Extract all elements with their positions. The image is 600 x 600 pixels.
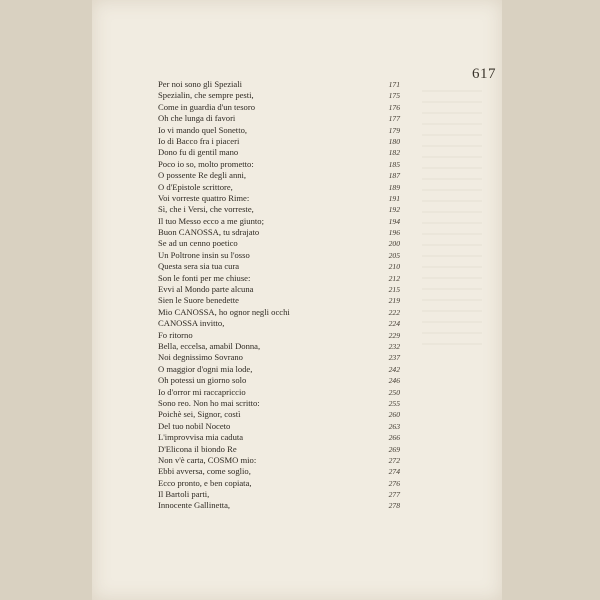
ink-bleed-through bbox=[422, 90, 482, 350]
entry-page-number: 229 bbox=[388, 330, 400, 340]
entry-first-line: Son le fonti per me chiuse: bbox=[158, 272, 251, 283]
index-entry bbox=[158, 375, 400, 386]
entry-page-number: 232 bbox=[388, 341, 400, 351]
entry-page-number: 179 bbox=[388, 125, 400, 135]
index-entry bbox=[158, 387, 400, 398]
index-entry bbox=[158, 227, 400, 238]
entry-first-line: Evvi al Mondo parte alcuna bbox=[158, 284, 254, 295]
entry-first-line: Oh potessi un giorno solo bbox=[158, 375, 247, 386]
index-entry bbox=[158, 204, 400, 215]
index-entry bbox=[158, 478, 400, 489]
entry-page-number: 222 bbox=[388, 307, 400, 317]
entry-page-number: 260 bbox=[388, 410, 400, 420]
index-entry bbox=[158, 455, 400, 466]
entry-page-number: 276 bbox=[388, 478, 400, 488]
index-entry bbox=[158, 193, 400, 204]
index-entry bbox=[158, 159, 400, 170]
index-of-first-lines bbox=[158, 79, 400, 512]
entry-page-number: 205 bbox=[388, 250, 400, 260]
index-entry bbox=[158, 432, 400, 443]
entry-first-line: Per noi sono gli Speziali bbox=[158, 79, 243, 89]
page-number: 617 bbox=[472, 66, 496, 82]
entry-page-number: 180 bbox=[388, 136, 400, 146]
entry-page-number: 212 bbox=[388, 273, 400, 283]
entry-page-number: 237 bbox=[388, 353, 400, 363]
entry-first-line: Ebbi avversa, come soglio, bbox=[158, 466, 251, 477]
index-entry bbox=[158, 261, 400, 272]
index-entry bbox=[158, 421, 400, 432]
index-entry bbox=[158, 273, 400, 284]
index-entry bbox=[158, 170, 400, 181]
entry-page-number: 242 bbox=[388, 364, 400, 374]
entry-first-line: Del tuo nobil Noceto bbox=[158, 420, 231, 431]
entry-first-line: Sono reo. Non ho mai scritto: bbox=[158, 397, 260, 408]
index-entry bbox=[158, 147, 400, 158]
entry-first-line: Io d'orror mi raccapriccio bbox=[158, 386, 246, 397]
index-entry bbox=[158, 216, 400, 227]
entry-first-line: Io vi mando quel Sonetto, bbox=[158, 124, 248, 135]
entry-page-number: 215 bbox=[388, 285, 400, 295]
entry-first-line: Se ad un cenno poetico bbox=[158, 238, 238, 249]
entry-page-number: 274 bbox=[388, 467, 400, 477]
index-entry bbox=[158, 79, 400, 90]
index-entry bbox=[158, 444, 400, 455]
entry-first-line: O d'Epistole scrittore, bbox=[158, 181, 233, 192]
index-entry bbox=[158, 307, 400, 318]
index-entry bbox=[158, 125, 400, 136]
entry-first-line: Ecco pronto, e ben copiata, bbox=[158, 477, 252, 488]
index-entry bbox=[158, 341, 400, 352]
index-entry bbox=[158, 182, 400, 193]
entry-first-line: Spezialin, che sempre pesti, bbox=[158, 90, 254, 101]
entry-page-number: 255 bbox=[388, 398, 400, 408]
index-entry bbox=[158, 364, 400, 375]
entry-first-line: Io di Bacco fra i piaceri bbox=[158, 135, 240, 146]
index-entry bbox=[158, 102, 400, 113]
entry-page-number: 192 bbox=[388, 205, 400, 215]
entry-page-number: 171 bbox=[388, 80, 400, 89]
entry-first-line: Questa sera sia tua cura bbox=[158, 261, 240, 272]
index-entry bbox=[158, 330, 400, 341]
entry-first-line: Come in guardia d'un tesoro bbox=[158, 101, 256, 112]
index-entry bbox=[158, 409, 400, 420]
entry-page-number: 224 bbox=[388, 319, 400, 329]
entry-first-line: Il tuo Messo ecco a me giunto; bbox=[158, 215, 264, 226]
index-entry bbox=[158, 489, 400, 500]
entry-page-number: 177 bbox=[388, 114, 400, 124]
entry-first-line: Buon CANOSSA, tu sdrajato bbox=[158, 227, 260, 238]
entry-page-number: 250 bbox=[388, 387, 400, 397]
index-entry bbox=[158, 90, 400, 101]
entry-page-number: 246 bbox=[388, 376, 400, 386]
entry-page-number: 210 bbox=[388, 262, 400, 272]
index-entry bbox=[158, 113, 400, 124]
entry-first-line: Non v'è carta, COSMO mio: bbox=[158, 454, 257, 465]
entry-first-line: Fo ritorno bbox=[158, 329, 193, 340]
entry-page-number: 191 bbox=[388, 193, 400, 203]
entry-page-number: 189 bbox=[388, 182, 400, 192]
entry-page-number: 266 bbox=[388, 433, 400, 443]
index-entry bbox=[158, 352, 400, 363]
index-entry bbox=[158, 500, 400, 511]
entry-page-number: 278 bbox=[388, 501, 400, 511]
entry-page-number: 194 bbox=[388, 216, 400, 226]
entry-page-number: 272 bbox=[388, 455, 400, 465]
entry-first-line: O maggior d'ogni mia lode, bbox=[158, 363, 253, 374]
entry-page-number: 219 bbox=[388, 296, 400, 306]
index-entry bbox=[158, 284, 400, 295]
entry-first-line: O possente Re degli anni, bbox=[158, 170, 247, 181]
entry-page-number: 269 bbox=[388, 444, 400, 454]
entry-page-number: 200 bbox=[388, 239, 400, 249]
entry-first-line: Poco io so, molto prometto: bbox=[158, 158, 254, 169]
index-entry bbox=[158, 318, 400, 329]
entry-first-line: Mio CANOSSA, ho ognor negli occhi bbox=[158, 306, 290, 317]
entry-page-number: 176 bbox=[388, 102, 400, 112]
entry-first-line: L'improvvisa mia caduta bbox=[158, 432, 244, 443]
index-entry bbox=[158, 295, 400, 306]
index-entry bbox=[158, 398, 400, 409]
entry-first-line: Innocente Gallinetta, bbox=[158, 500, 231, 511]
entry-first-line: Noi degnissimo Sovrano bbox=[158, 352, 243, 363]
entry-first-line: Un Poltrone insin su l'osso bbox=[158, 249, 250, 260]
entry-first-line: CANOSSA invitto, bbox=[158, 318, 225, 329]
index-entry bbox=[158, 250, 400, 261]
index-entry bbox=[158, 466, 400, 477]
index-entry bbox=[158, 238, 400, 249]
entry-page-number: 277 bbox=[388, 490, 400, 500]
index-entry bbox=[158, 136, 400, 147]
entry-first-line: Voi vorreste quattro Rime: bbox=[158, 192, 250, 203]
entry-first-line: Poichè sei, Signor, costì bbox=[158, 409, 241, 420]
entry-first-line: Dono fu di gentil mano bbox=[158, 147, 239, 158]
entry-page-number: 263 bbox=[388, 421, 400, 431]
entry-page-number: 185 bbox=[388, 159, 400, 169]
entry-first-line: Oh che lunga di favori bbox=[158, 113, 236, 124]
entry-first-line: Sì, che i Versi, che vorreste, bbox=[158, 204, 254, 215]
entry-first-line: Il Bartoli parti, bbox=[158, 489, 210, 500]
entry-page-number: 196 bbox=[388, 228, 400, 238]
entry-page-number: 187 bbox=[388, 171, 400, 181]
entry-page-number: 182 bbox=[388, 148, 400, 158]
entry-first-line: Bella, eccelsa, amabil Donna, bbox=[158, 340, 261, 351]
entry-first-line: D'Elicona il biondo Re bbox=[158, 443, 237, 454]
entry-page-number: 175 bbox=[388, 91, 400, 101]
entry-first-line: Sien le Suore benedette bbox=[158, 295, 239, 306]
